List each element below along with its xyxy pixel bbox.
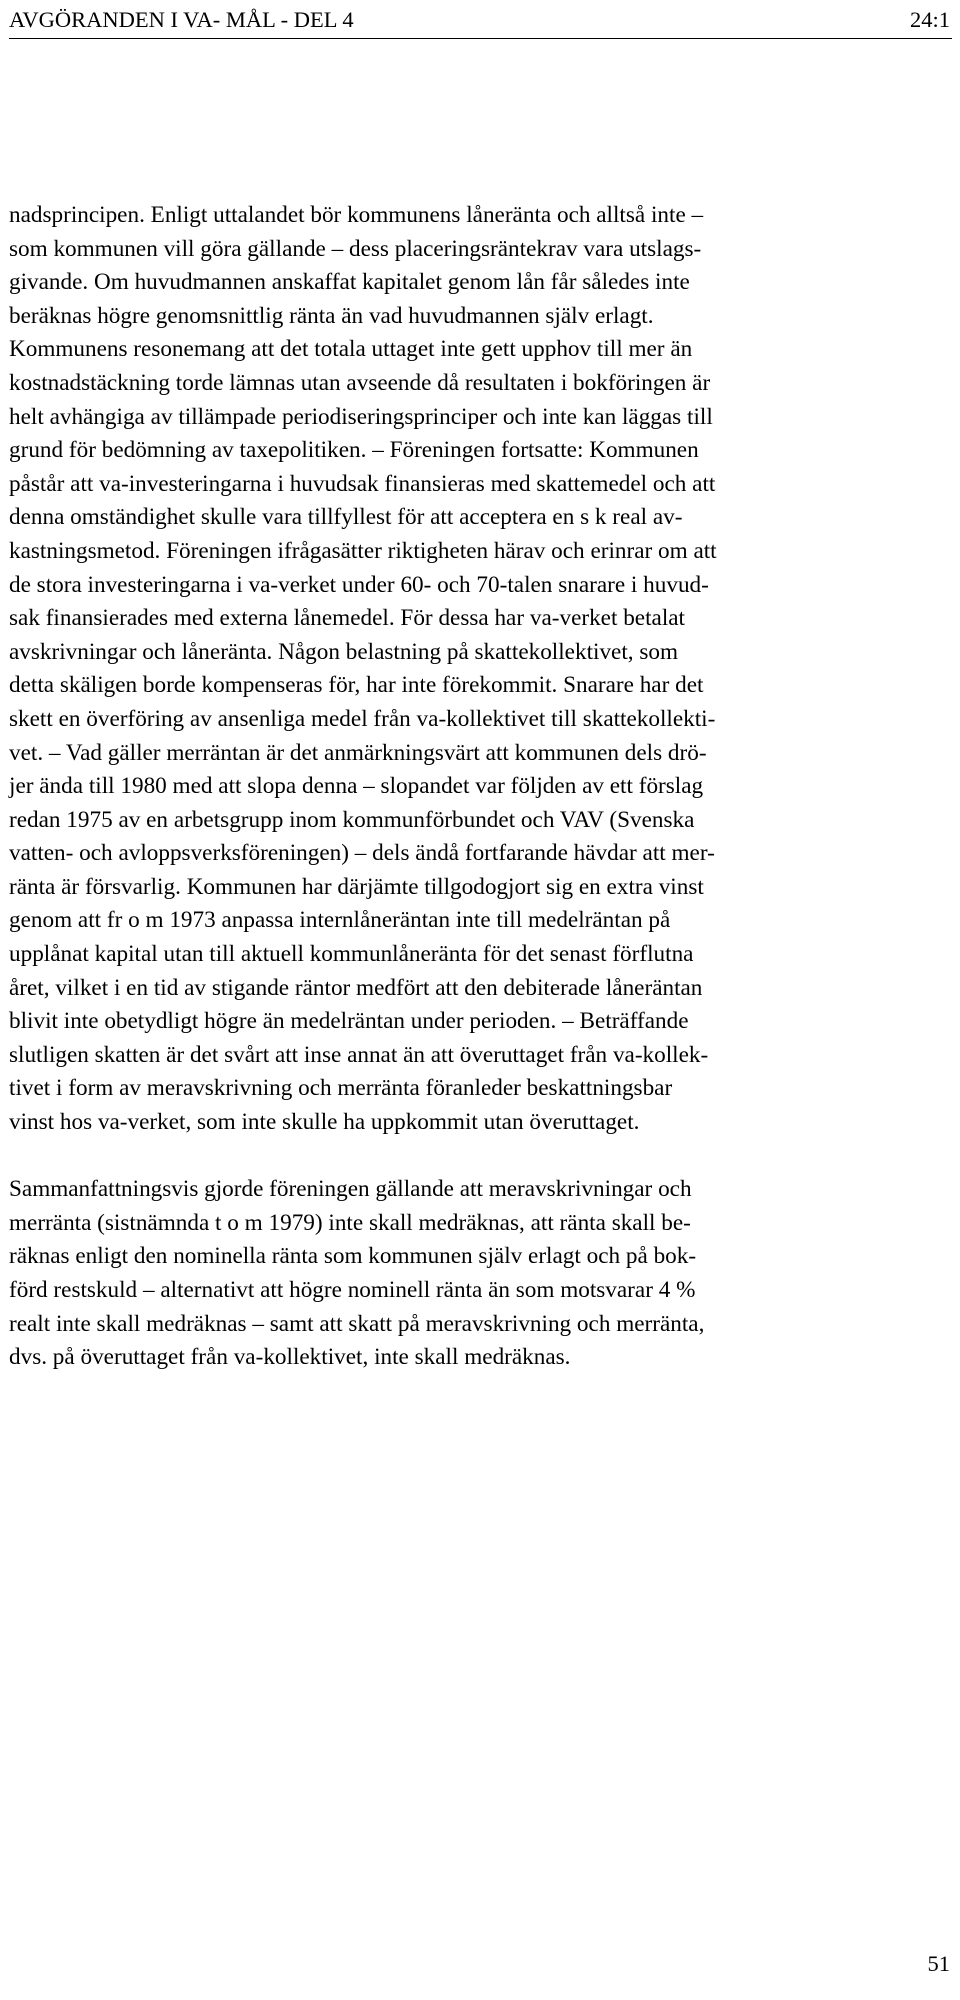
- text-line: tivet i form av meravskrivning och merränta föranleder beskattningsbar: [9, 1075, 673, 1102]
- text-line: vatten- och avloppsverksföreningen) – dels ändå fortfarande hävdar att mer-: [9, 840, 715, 867]
- text-line: upplånat kapital utan till aktuell kommunlåneränta för det senast förflutna: [9, 941, 694, 968]
- text-line: dvs. på överuttaget från va-kollektivet, inte skall medräknas.: [9, 1344, 571, 1371]
- running-header: [0, 0, 960, 40]
- running-header-page-ref: 24:1: [909, 7, 950, 32]
- text-line: Sammanfattningsvis gjorde föreningen gällande att meravskrivningar och: [9, 1176, 692, 1203]
- text-line: sak finansierades med externa lånemedel. För dessa har va-verket betalat: [9, 605, 686, 632]
- text-line: givande. Om huvudmannen anskaffat kapitalet genom lån får således inte: [9, 269, 690, 296]
- header-rule: [9, 38, 952, 39]
- text-line: slutligen skatten är det svårt att inse annat än att överuttaget från va-kollek-: [9, 1041, 709, 1068]
- text-line: de stora investeringarna i va-verket under 60- och 70-talen snarare i huvud-: [9, 571, 709, 598]
- text-line: jer ända till 1980 med att slopa denna – slopandet var följden av ett förslag: [9, 773, 704, 800]
- text-line: nadsprincipen. Enligt uttalandet bör kommunens låneränta och alltså inte –: [9, 202, 704, 228]
- text-line: avskrivningar och låneränta. Någon belastning på skattekollektivet, som: [9, 638, 679, 665]
- running-header-title: AVGÖRANDEN I VA- MÅL - DEL 4: [9, 7, 354, 32]
- body-text: [9, 199, 956, 1375]
- text-line: påstår att va-investeringarna i huvudsak finansieras med skattemedel och att: [9, 470, 716, 497]
- text-line: redan 1975 av en arbetsgrupp inom kommunförbundet och VAV (Svenska: [9, 806, 695, 833]
- text-line: kostnadstäckning torde lämnas utan avseende då resultaten i bokföringen är: [9, 369, 711, 396]
- text-line: ränta är försvarlig. Kommunen har därjämte tillgodogjort sig en extra vinst: [9, 873, 704, 900]
- text-line: räknas enligt den nominella ränta som kommunen själv erlagt och på bok-: [9, 1243, 697, 1270]
- text-line: merränta (sistnämnda t o m 1979) inte skall medräknas, att ränta skall be-: [9, 1209, 691, 1236]
- text-line: genom att fr o m 1973 anpassa internlåneräntan inte till medelräntan på: [9, 907, 671, 934]
- text-line: helt avhängiga av tillämpade periodiseringsprinciper och inte kan läggas till: [9, 403, 713, 430]
- text-line: detta skäligen borde kompenseras för, har inte förekommit. Snarare har det: [9, 672, 704, 699]
- text-line: blivit inte obetydligt högre än medelräntan under perioden. – Beträffande: [9, 1008, 689, 1035]
- text-line: kastningsmetod. Föreningen ifrågasätter riktigheten härav och erinrar om att: [9, 537, 717, 564]
- page-number: 51: [927, 1951, 950, 1976]
- paragraph: [9, 199, 956, 1140]
- text-line: förd restskuld – alternativt att högre nominell ränta än som motsvarar 4 %: [9, 1277, 696, 1303]
- text-line: vinst hos va-verket, som inte skulle ha uppkommit utan överuttaget.: [9, 1109, 640, 1136]
- text-line: året, vilket i en tid av stigande räntor medfört att den debiterade låneräntan: [9, 974, 703, 1001]
- text-line: vet. – Vad gäller merräntan är det anmärkningsvärt att kommunen dels drö-: [9, 739, 707, 766]
- text-line: realt inte skall medräknas – samt att skatt på meravskrivning och merränta,: [9, 1310, 705, 1337]
- text-line: Kommunens resonemang att det totala uttaget inte gett upphov till mer än: [9, 336, 693, 363]
- text-line: som kommunen vill göra gällande – dess placeringsräntekrav vara utslags-: [9, 235, 702, 262]
- text-line: denna omständighet skulle vara tillfyllest för att acceptera en s k real av-: [9, 504, 683, 531]
- paragraph: [9, 1173, 956, 1375]
- text-line: beräknas högre genomsnittlig ränta än vad huvudmannen själv erlagt.: [9, 302, 654, 329]
- text-line: grund för bedömning av taxepolitiken. – Föreningen fortsatte: Kommunen: [9, 437, 699, 464]
- text-line: skett en överföring av ansenliga medel från va-kollektivet till skattekollekti-: [9, 705, 716, 732]
